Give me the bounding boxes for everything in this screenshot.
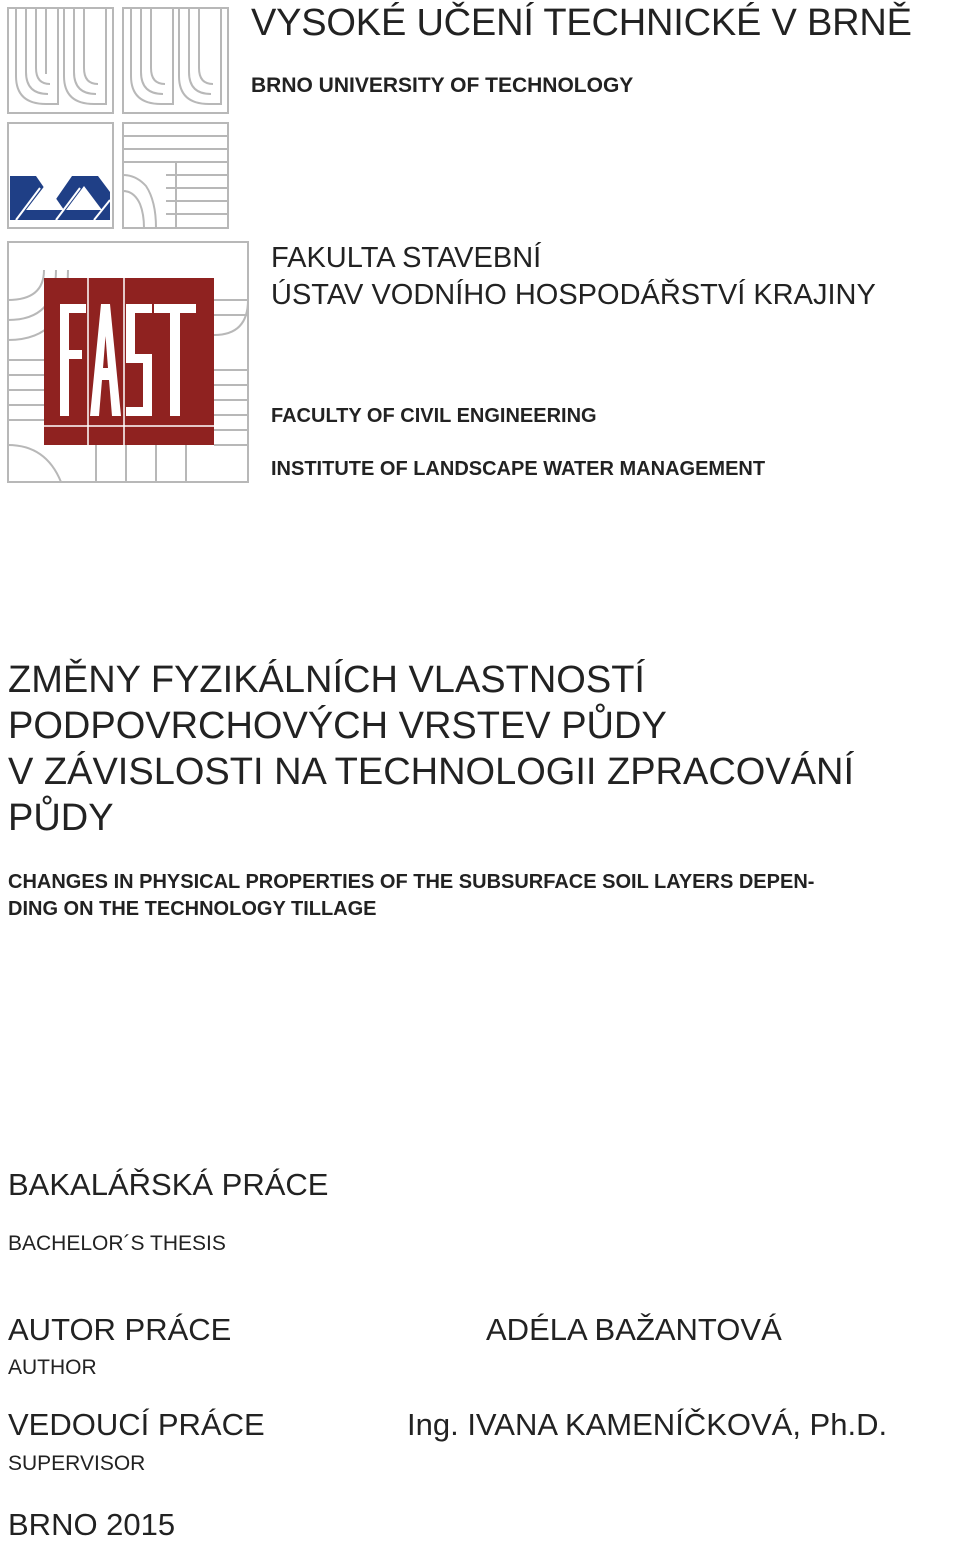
thesis-title-cz — [8, 657, 938, 841]
supervisor-name: Ing. IVANA KAMENÍČKOVÁ, Ph.D. — [407, 1407, 888, 1442]
thesis-title-cz-line: ZMĚNY FYZIKÁLNÍCH VLASTNOSTÍ — [8, 659, 645, 701]
author-name: ADÉLA BAŽANTOVÁ — [486, 1312, 782, 1347]
thesis-type-cz: BAKALÁŘSKÁ PRÁCE — [8, 1167, 329, 1202]
supervisor-label-cz: VEDOUCÍ PRÁCE — [8, 1407, 265, 1442]
thesis-title-cz-line: PODPOVRCHOVÝCH VRSTEV PŮDY — [8, 705, 667, 747]
place-and-year: BRNO 2015 — [8, 1507, 176, 1542]
university-name-cz: VYSOKÉ UČENÍ TECHNICKÉ V BRNĚ — [251, 2, 912, 44]
faculty-name-en: FACULTY OF CIVIL ENGINEERING — [271, 405, 597, 427]
supervisor-label-en: SUPERVISOR — [8, 1452, 146, 1475]
thesis-title-en-line: DING ON THE TECHNOLOGY TILLAGE — [8, 898, 377, 920]
thesis-title-en-line: CHANGES IN PHYSICAL PROPERTIES OF THE SUBSURFACE SOIL LAYERS DEPEN- — [8, 871, 815, 893]
university-logo-icon — [6, 6, 231, 231]
thesis-title-en — [8, 869, 938, 923]
faculty-name-cz: FAKULTA STAVEBNÍ — [271, 242, 542, 274]
fast-logo-icon — [6, 240, 251, 485]
thesis-title-cz-line: V ZÁVISLOSTI NA TECHNOLOGII ZPRACOVÁNÍ — [8, 751, 855, 793]
author-label-en: AUTHOR — [8, 1356, 97, 1379]
thesis-title-cz-line: PŮDY — [8, 797, 114, 839]
institute-name-en: INSTITUTE OF LANDSCAPE WATER MANAGEMENT — [271, 458, 766, 480]
university-name-en: BRNO UNIVERSITY OF TECHNOLOGY — [251, 74, 634, 97]
author-label-cz: AUTOR PRÁCE — [8, 1312, 232, 1347]
institute-name-cz: ÚSTAV VODNÍHO HOSPODÁŘSTVÍ KRAJINY — [271, 279, 876, 311]
thesis-type-en: BACHELOR´S THESIS — [8, 1232, 226, 1255]
